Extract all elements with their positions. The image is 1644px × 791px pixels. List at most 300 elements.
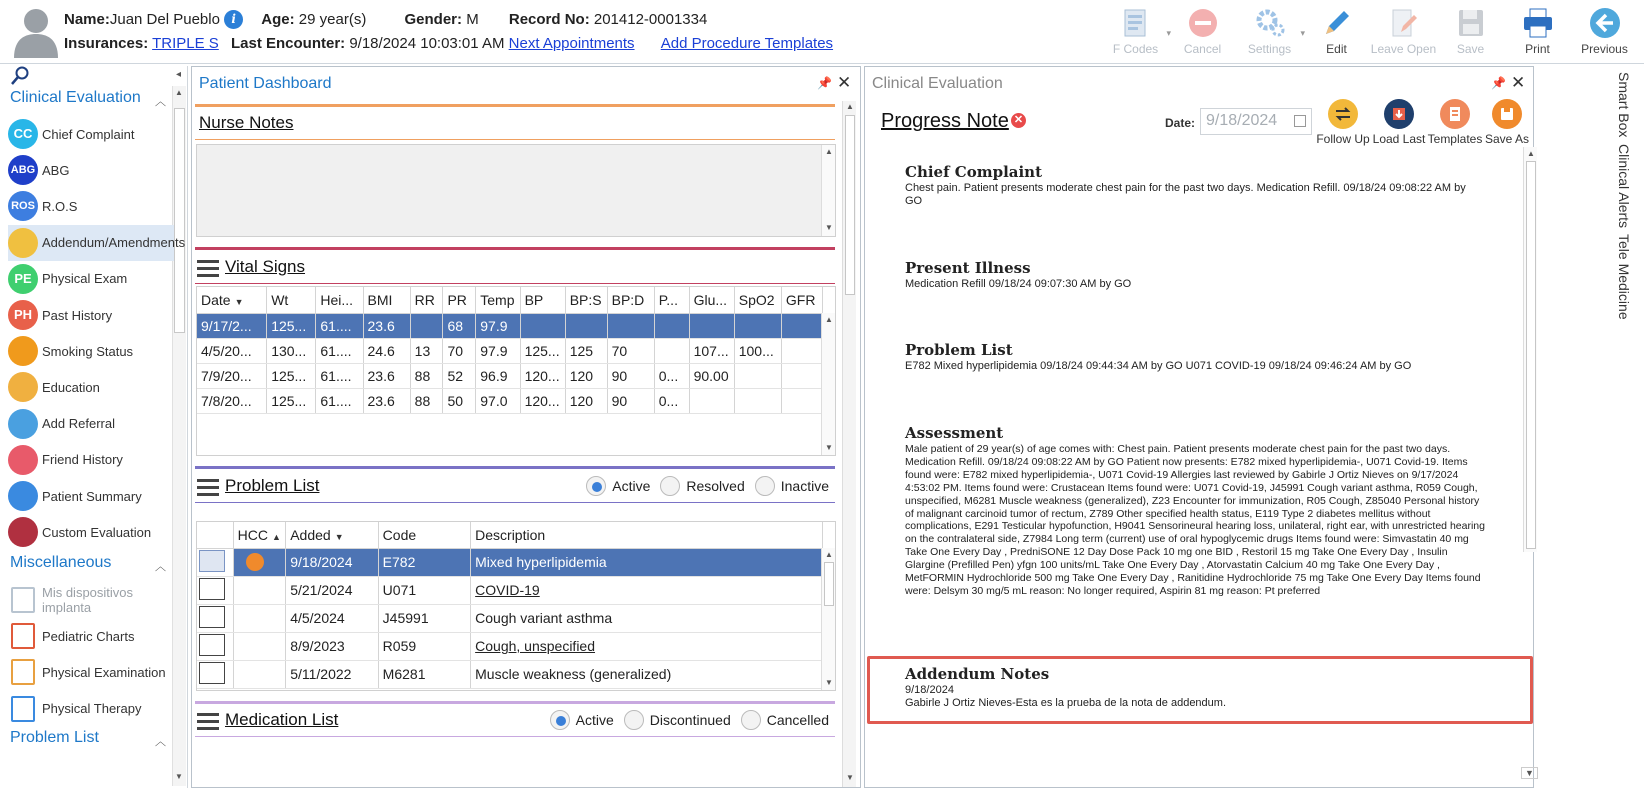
table-row[interactable] [197,338,823,363]
present-illness-section [905,259,1485,291]
vitals-column-header[interactable]: PR [443,287,476,313]
leave-open-button[interactable] [1370,4,1437,60]
vitals-cell: 97.9 [476,313,520,338]
fcodes-label: F Codes [1112,42,1159,56]
sidebar-item-label: Education [42,379,100,395]
sidebar-item-label: Custom Evaluation [42,524,152,540]
scroll-up-icon[interactable]: ▲ [175,88,183,97]
section-text: Chest pain. Patient presents moderate chest pain for the past two days. Medication Refill. 09/18/24 09:08:22 AM by GO [905,182,1466,207]
sidebar-item-physical-examination[interactable] [8,654,174,690]
row-checkbox[interactable] [199,634,225,656]
vitals-cell: 107... [689,338,734,363]
scroll-down-icon[interactable]: ▼ [846,773,854,782]
left-navigation [4,66,188,788]
vitals-cell: 23.6 [363,313,410,338]
problem-filter-inactive[interactable] [755,476,829,496]
toolbar [1102,4,1638,60]
vitals-cell [654,313,689,338]
vitals-cell: 23.6 [363,363,410,388]
problem-column-header[interactable] [471,522,823,548]
fcodes-button[interactable] [1102,4,1169,60]
vital-signs-title[interactable]: Vital Signs [225,257,306,276]
vital-signs-grid [197,287,823,414]
vitals-cell: 50 [443,388,476,413]
column-label: HCC [237,526,269,543]
scroll-down-icon[interactable]: ▼ [825,223,833,232]
vitals-scrollbar[interactable] [821,313,835,455]
radio-button[interactable] [550,710,570,730]
vitals-cell [781,313,822,338]
problem-column-header[interactable] [233,522,286,548]
scroll-down-icon[interactable]: ▼ [175,772,183,781]
vitals-cell [565,313,607,338]
nav-section-miscellaneous[interactable] [10,554,170,572]
nurse-notes-textarea[interactable] [196,144,836,237]
edit-label: Edit [1326,42,1347,56]
info-icon[interactable]: i [224,10,243,29]
cancel-icon [1186,6,1220,40]
pin-icon[interactable]: 📌 [817,76,832,90]
patient-summary-icon [8,481,38,511]
table-row[interactable] [197,576,823,604]
sidebar-item-patient-summary[interactable] [8,478,174,514]
date-label: Date: [1165,116,1196,130]
vitals-column-header[interactable]: BMI [363,287,410,313]
load-last-button[interactable] [1367,99,1431,146]
vitals-cell [689,388,734,413]
date-field[interactable] [1200,108,1312,135]
vitals-column-header[interactable]: Glu... [689,287,734,313]
hcc-cell [233,604,286,632]
medication-filter-discontinued[interactable] [624,710,731,730]
nav-section-problem-list[interactable] [10,729,170,747]
description-text: Muscle weakness (generalized) [475,666,672,682]
added-cell: 5/11/2022 [286,660,378,688]
panel-title: Clinical Evaluation [872,75,1003,92]
gender-label: Gender: [404,11,463,28]
tab-smart-box[interactable]: Smart Box [1616,72,1632,138]
save-as-label: Save As [1484,132,1530,146]
search-icon[interactable] [10,66,30,86]
radio-button[interactable] [624,710,644,730]
sidebar-item-education[interactable] [8,369,174,405]
description-cell[interactable] [471,632,823,660]
dashboard-scrollbar[interactable] [842,101,856,787]
nurse-notes-header [195,111,835,139]
add-procedure-templates-link[interactable]: Add Procedure Templates [660,35,834,52]
sort-asc-icon[interactable]: ▲ [272,531,281,542]
divider [195,502,835,503]
sidebar-item-pediatric-charts[interactable] [8,618,174,654]
divider [195,736,835,737]
vital-signs-accent [195,247,835,250]
vitals-cell: 97.0 [476,388,520,413]
sidebar-item-label: Past History [42,307,113,323]
table-row[interactable] [197,363,823,388]
sidebar-item-physical-exam[interactable] [8,261,174,297]
radio-button[interactable] [660,476,680,496]
row-checkbox[interactable] [199,606,225,628]
save-button[interactable] [1437,4,1504,60]
vitals-column-header[interactable]: Wt [267,287,316,313]
sidebar-item-addendum-amendments[interactable] [8,225,186,261]
sort-desc-icon[interactable]: ▼ [334,531,344,542]
description-text: Cough variant asthma [475,610,613,626]
section-text: Medication Refill 09/18/24 09:07:30 AM by GO [905,278,1132,290]
description-cell[interactable] [471,576,823,604]
progress-note-title[interactable]: Progress Note [881,110,1009,132]
row-checkbox[interactable] [199,662,225,684]
vitals-cell: 120 [565,363,607,388]
patient-gender: M [466,11,479,28]
close-icon[interactable]: ✕ [1511,73,1526,92]
divider [195,139,835,140]
vitals-column-header[interactable]: Date ▼ [197,287,267,313]
vitals-cell: 23.6 [363,388,410,413]
sidebar-item-label: Patient Summary [42,488,142,504]
add-referral-icon [8,409,38,439]
column-label: Added [290,526,331,543]
remove-note-icon[interactable]: ✕ [1011,113,1026,128]
insurance-row [64,35,847,52]
description-cell [471,660,823,688]
row-checkbox-cell [197,604,233,632]
arrow-left-icon [1588,6,1622,40]
sidebar-item-abg[interactable] [8,152,174,188]
menu-icon[interactable] [197,479,219,496]
nav-section-label: Problem List [10,729,99,746]
patient-age: 29 year(s) [298,11,367,28]
hcc-cell [233,548,286,576]
patient-info-row [64,10,707,29]
radio-label: Cancelled [766,712,829,728]
friend-history-icon [8,445,38,475]
problem-column-header[interactable] [378,522,470,548]
section-text: Male patient of 29 year(s) of age comes with: Chest pain. Patient presents moderate chest pain for the past two days. Medication Refill. 09/18/24 09:08:22 AM by GO Patient now presents: E782 mixed hyperlipidemia-, U071 Covid-19. Items found were: E782 mixed hyperlipidemia-, U071 Covid-19 Allergies last reviewed by Gabirle J Ortiz Nieves on 9/17/2024 4:53:02 PM. Items found were: Crustacean Items found were: U071 Covid-19, J45991 Cough variant asthma, R059 Cough, unspecified, M6281 Muscle weakness (generalized), Z23 Encounter for immunization, R05 Cough, Z85040 Personal history of malignant carcinoid tumor of rectum, Z789 Other specified health status, E119 Type 2 diabetes mellitus without complications, E291 Testicular hypofunction, H9041 Sensorineural hearing loss, unilateral, right ear, with unrestricted hearing on the contralateral side, Z7984 Long term (current) use of oral hypoglycemic drugs Items found were: Simvastatin 40 mg Take One Every Day , PredniSONE 12 Day Dose Pack 10 mg one BID , Restoril 15 mg Take One Every Day , Insulin Glargine (Prefilled Pen) yfgn 100 units/mL Take One Every Day , Atorvastatin Calcium 40 mg Take One Every Day , MetFORMIN Hydrochloride 500 mg Take One Every Day , Ranitidine Hydrochloride 75 mg Take One Every Day Items found were: Delsym 30 mg/5 mL reason: No longer required, Aspirin 81 mg reason: Pt preferred [905,443,1485,597]
problem-list-title[interactable]: Problem List [225,476,320,495]
radio-button[interactable] [741,710,761,730]
vital-signs-header [195,255,835,283]
vitals-cell [734,388,781,413]
vitals-cell: 125... [267,388,316,413]
vitals-cell: 70 [443,338,476,363]
pin-icon[interactable]: 📌 [1491,76,1506,90]
load-last-icon [1384,99,1414,129]
description-cell [471,548,823,576]
chief-complaint-icon: CC [8,119,38,149]
note-scroll-thumb[interactable] [1526,161,1536,549]
code-cell: J45991 [378,604,470,632]
tab-clinical-alerts[interactable]: Clinical Alerts [1616,144,1632,229]
table-row[interactable] [197,632,823,660]
menu-icon[interactable] [197,260,219,277]
vitals-cell: 125... [267,363,316,388]
vitals-cell: 96.9 [476,363,520,388]
patient-name: Juan Del Pueblo [109,11,220,28]
vitals-cell: 7/8/20... [197,388,267,413]
vitals-cell: 70 [607,338,654,363]
vital-signs-grid-container [196,286,836,456]
vitals-cell [654,338,689,363]
scroll-down-icon[interactable]: ▼ [825,678,833,687]
section-text: E782 Mixed hyperlipidemia 09/18/24 09:44:34 AM by GO U071 COVID-19 09/18/24 09:46:24 AM by GO [905,360,1412,372]
description-cell [471,604,823,632]
section-heading: Chief Complaint [905,163,1043,181]
sidebar-item-label: Mis dispositivos implanta [42,585,134,615]
radio-button[interactable] [586,476,606,496]
addendum-amendments-icon [8,228,38,258]
pencil-icon [1320,6,1354,40]
problem-scrollbar[interactable] [821,548,835,690]
hcc-cell [233,576,286,604]
scroll-down-icon[interactable]: ▼ [1521,767,1538,779]
description-text[interactable]: Cough, unspecified [475,638,596,654]
save-as-button[interactable] [1475,99,1539,146]
radio-label: Resolved [686,478,745,494]
settings-button[interactable] [1236,4,1303,60]
problem-scroll-thumb[interactable] [824,562,834,606]
sidebar-item-label: Friend History [42,452,123,468]
table-row[interactable] [197,388,823,413]
scroll-up-icon[interactable]: ▲ [1527,149,1535,158]
edit-button[interactable] [1303,4,1370,60]
scroll-down-icon[interactable]: ▼ [825,443,833,452]
vitals-cell: 90.00 [689,363,734,388]
pediatric-charts-icon [8,621,38,651]
tab-tele-medicine[interactable]: Tele Medicine [1616,234,1632,320]
code-cell: U071 [378,576,470,604]
vitals-column-header[interactable]: P... [654,287,689,313]
custom-evaluation-icon [8,517,38,547]
vitals-column-header[interactable]: Temp [476,287,520,313]
vitals-cell [607,313,654,338]
sort-desc-icon[interactable]: ▼ [234,296,244,307]
row-checkbox[interactable] [199,550,225,572]
medication-list-accent [195,701,835,704]
print-label: Print [1525,42,1550,56]
sidebar-item-add-referral[interactable] [8,406,174,442]
note-scrollbar[interactable] [1523,147,1537,552]
problem-list-section [905,341,1485,373]
vitals-cell: 100... [734,338,781,363]
scroll-up-icon[interactable]: ▲ [825,315,833,324]
vitals-column-header[interactable]: BP:D [607,287,654,313]
problem-list-accent [195,466,835,469]
document-pencil-icon [1387,6,1421,40]
medication-filter-cancelled[interactable] [741,710,829,730]
printer-icon [1521,6,1555,40]
vitals-cell: 13 [410,338,443,363]
column-label: Code [382,526,417,543]
insurance-link[interactable]: TRIPLE S [152,35,219,52]
problem-filter-active[interactable] [586,476,650,496]
follow-up-button[interactable] [1311,99,1375,146]
chevron-up-icon[interactable]: ︿ [155,561,166,573]
abg-icon: ABG [8,155,38,185]
vitals-column-header[interactable]: BP [520,287,565,313]
previous-button[interactable] [1571,4,1638,60]
vitals-cell: 61.... [316,388,363,413]
physical-examination-icon [8,657,38,687]
vitals-column-header[interactable]: RR [410,287,443,313]
sidebar-item-friend-history[interactable] [8,442,174,478]
record-number: 201412-0001334 [593,11,708,28]
last-encounter-value: 9/18/2024 10:03:01 AM [349,35,505,52]
sidebar-item-custom-evaluation[interactable] [8,514,174,550]
cancel-button[interactable] [1169,4,1236,60]
vitals-column-header[interactable]: GFR [781,287,822,313]
sidebar-item-past-history[interactable] [8,297,174,333]
close-icon[interactable]: ✕ [837,73,852,92]
addendum-section [905,665,1485,710]
nav-scroll-thumb[interactable] [174,108,185,333]
description-text: Mixed hyperlipidemia [475,554,607,570]
cancel-label: Cancel [1183,42,1222,56]
templates-label: Templates [1427,132,1483,146]
r-o-s-icon: ROS [8,191,38,221]
row-checkbox-cell [197,548,233,576]
section-heading: Present Illness [905,259,1031,277]
previous-label: Previous [1581,42,1628,56]
vitals-cell: 130... [267,338,316,363]
vitals-column-header[interactable]: Hei... [316,287,363,313]
settings-dropdown-icon[interactable]: ▾ [1300,28,1305,38]
vitals-cell: 0... [654,388,689,413]
table-row[interactable] [197,313,823,338]
nurse-notes-title[interactable]: Nurse Notes [199,113,294,132]
vitals-cell: 9/17/2... [197,313,267,338]
vitals-cell [734,313,781,338]
chevron-up-icon[interactable]: ︿ [155,736,166,748]
vitals-cell: 88 [410,363,443,388]
vitals-cell: 120... [520,388,565,413]
follow-up-icon [1328,99,1358,129]
description-text[interactable]: COVID-19 [475,582,540,598]
clinical-evaluation-panel [864,66,1534,788]
floppy-disk-icon [1454,6,1488,40]
row-checkbox-cell [197,576,233,604]
fcodes-dropdown-icon[interactable]: ▾ [1166,28,1171,38]
patient-dashboard-panel [191,66,861,788]
name-label: Name: [64,11,110,28]
save-label: Save [1456,42,1485,56]
vitals-cell: 125... [520,338,565,363]
table-row[interactable] [197,548,823,576]
sidebar-item-physical-therapy[interactable] [8,691,174,727]
smoking-status-icon [8,336,38,366]
nav-scrollbar[interactable] [172,86,186,786]
medication-filter-active[interactable] [550,710,614,730]
sidebar-item-label: R.O.S [42,198,78,214]
sidebar-item-label: Chief Complaint [42,126,135,142]
vitals-cell: 125 [565,338,607,363]
added-cell: 8/9/2023 [286,632,378,660]
vitals-cell [689,313,734,338]
right-side-tabs [1612,66,1642,788]
collapse-nav-icon[interactable]: ◂ [176,69,182,80]
load-last-label: Load Last [1372,132,1426,146]
sidebar-item-mis-dispositivos-implanta[interactable] [8,582,174,618]
chief-complaint-section [905,163,1485,208]
sidebar-item-label: Physical Examination [42,664,166,680]
nurse-notes-accent [195,104,835,107]
addendum-date: 9/18/2024 [905,684,954,696]
vitals-cell: 68 [443,313,476,338]
hcc-cell [233,632,286,660]
radio-label: Discontinued [649,712,731,728]
vitals-cell: 97.9 [476,338,520,363]
radio-button[interactable] [755,476,775,496]
insurances-label: Insurances: [64,35,149,52]
problem-filter-resolved[interactable] [660,476,744,496]
medication-list-title[interactable]: Medication List [225,710,339,729]
vitals-cell: 90 [607,388,654,413]
physical-exam-icon: PE [8,264,38,294]
scroll-up-icon[interactable]: ▲ [846,102,854,111]
medication-filter-group [540,710,829,730]
patient-avatar-icon [12,6,60,58]
vitals-column-header[interactable]: BP:S [565,287,607,313]
added-cell: 4/5/2024 [286,604,378,632]
row-checkbox[interactable] [199,578,225,600]
leave-open-label: Leave Open [1370,42,1437,56]
menu-icon[interactable] [197,713,219,730]
problem-filter-group [576,476,829,496]
added-cell: 9/18/2024 [286,548,378,576]
vitals-cell: 120 [565,388,607,413]
vitals-cell: 24.6 [363,338,410,363]
hcc-indicator-icon [246,553,264,571]
sidebar-item-chief-complaint[interactable] [8,116,174,152]
education-icon [8,372,38,402]
sidebar-item-smoking-status[interactable] [8,333,174,369]
vitals-cell: 4/5/20... [197,338,267,363]
sidebar-item-r-o-s[interactable] [8,188,174,224]
select-column-header [197,522,233,548]
nav-section-clinical-evaluation[interactable] [10,89,170,107]
print-button[interactable] [1504,4,1571,60]
scroll-up-icon[interactable]: ▲ [825,147,833,156]
scroll-up-icon[interactable]: ▲ [825,550,833,559]
follow-up-label: Follow Up [1316,132,1370,146]
chevron-up-icon[interactable]: ︿ [155,96,166,108]
fcodes-icon [1119,6,1153,40]
radio-label: Active [575,712,614,728]
section-heading: Addendum Notes [905,665,1050,683]
vitals-cell: 61.... [316,338,363,363]
date-value: 9/18/2024 [1206,112,1278,129]
nurse-notes-scrollbar[interactable] [821,145,835,236]
vitals-column-header[interactable]: SpO2 [734,287,781,313]
vitals-cell: 88 [410,388,443,413]
hcc-cell [233,660,286,688]
table-row[interactable] [197,604,823,632]
problem-column-header[interactable] [286,522,378,548]
table-row[interactable] [197,660,823,688]
vitals-cell: 90 [607,363,654,388]
physical-therapy-icon [8,694,38,724]
vitals-cell [520,313,565,338]
problem-grid-container [196,521,836,691]
column-label: Description [475,526,546,543]
record-label: Record No: [508,11,590,28]
calendar-icon[interactable] [1294,115,1306,127]
next-appointments-link[interactable]: Next Appointments [508,35,635,52]
vitals-cell [781,363,822,388]
mis-dispositivos-implanta-icon [8,585,38,615]
divider [195,283,835,284]
dashboard-scroll-thumb[interactable] [845,115,855,295]
